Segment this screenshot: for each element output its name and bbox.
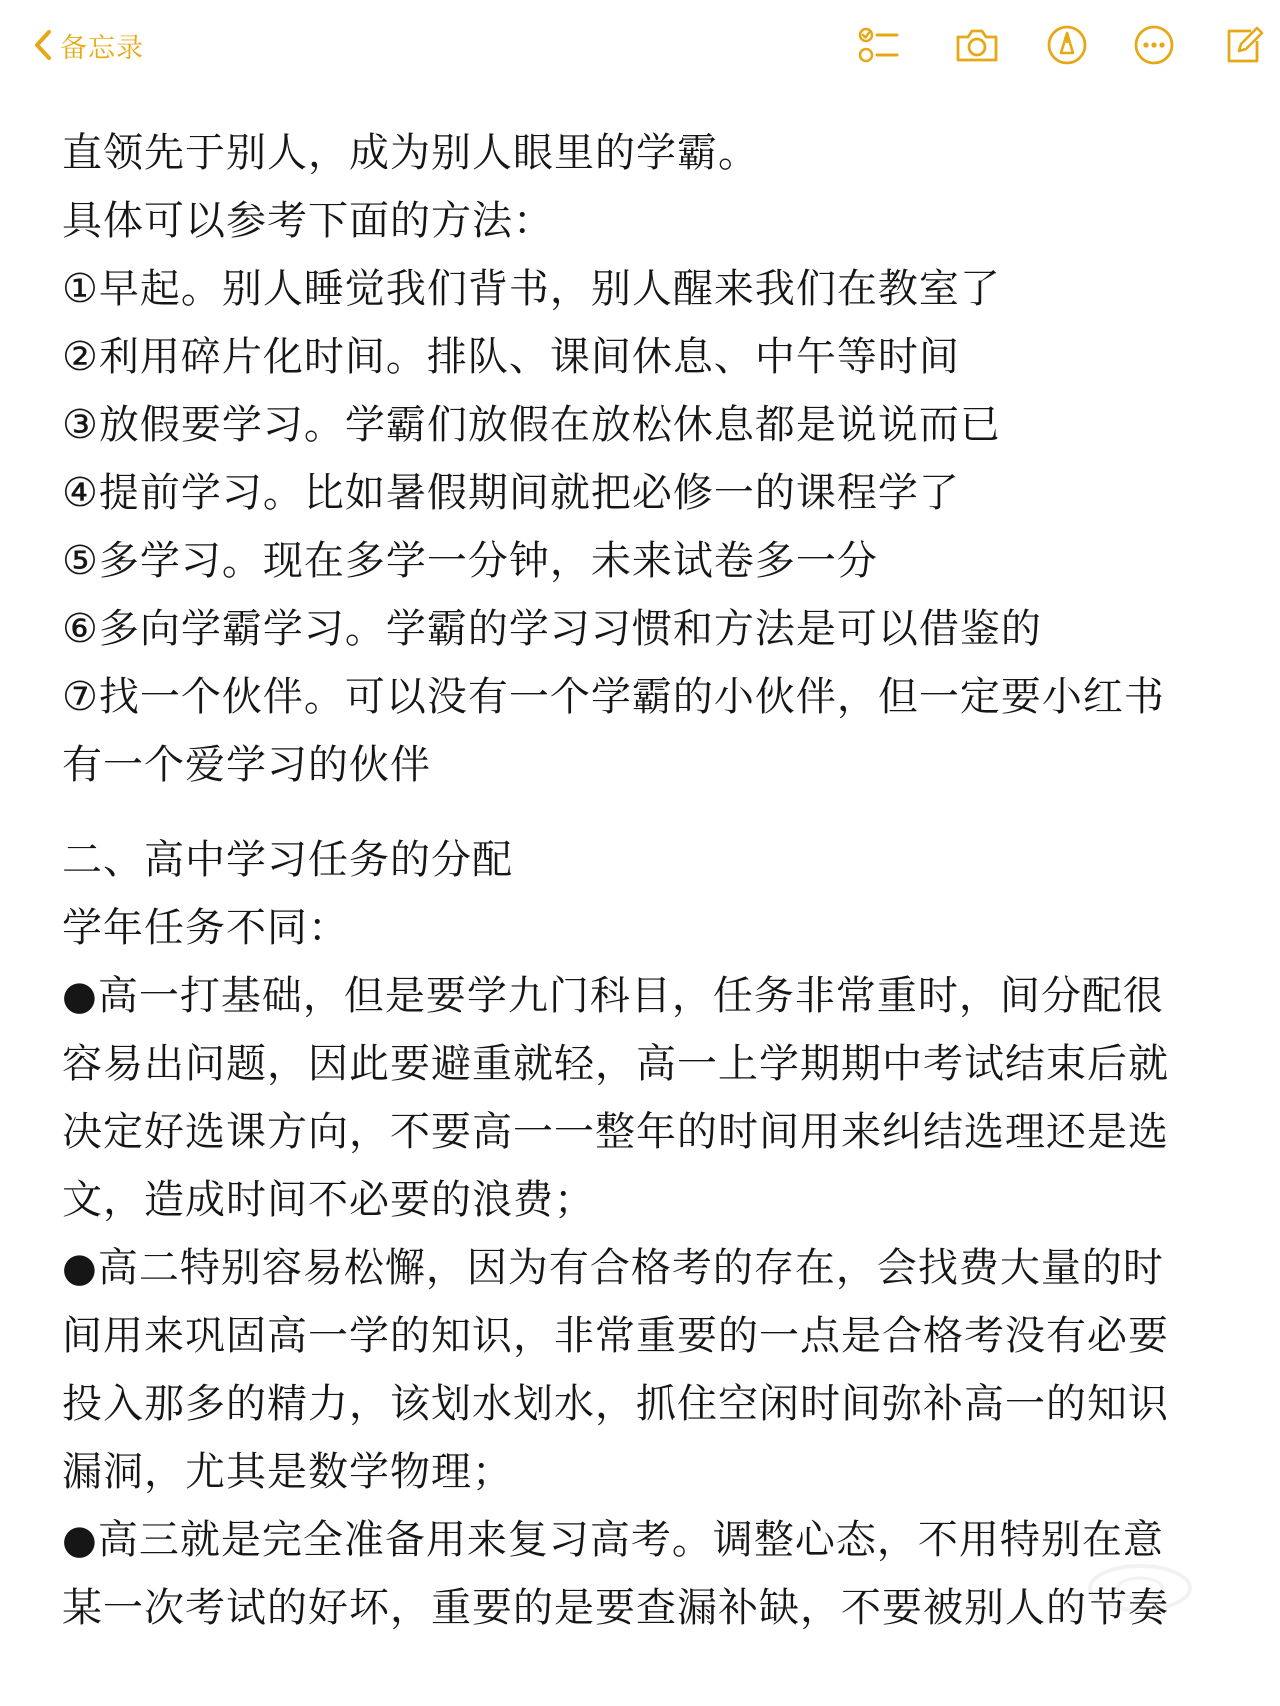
notes-toolbar [0,0,1280,96]
note-line: 学年任务不同： [62,905,349,951]
note-line: 文，造成时间不必要的浪费； [62,1177,595,1223]
note-line: 漏洞，尤其是数学物理； [62,1449,513,1495]
paragraph-gap [62,799,1242,826]
compose-icon[interactable] [1218,20,1268,70]
watermark-icon [1080,1558,1200,1618]
back-label: 备忘录 [60,32,144,64]
note-line: ●高二特别容易松懈，因为有合格考的存在，会找费大量的时 [62,1245,1164,1291]
note-line: ●高一打基础，但是要学九门科目，任务非常重时，间分配很 [62,973,1164,1019]
note-line: 投入那多的精力，该划水划水，抓住空闲时间弥补高一的知识 [62,1381,1169,1427]
camera-icon[interactable] [952,20,1002,70]
note-body[interactable] [62,119,1242,1642]
markup-pen-icon[interactable] [1042,20,1092,70]
note-line: 具体可以参考下面的方法： [62,198,554,244]
note-line: ●高三就是完全准备用来复习高考。调整心态，不用特别在意 [62,1517,1164,1563]
note-line: 间用来巩固高一学的知识，非常重要的一点是合格考没有必要 [62,1313,1169,1359]
note-line: 直领先于别人，成为别人眼里的学霸。 [62,130,759,176]
checklist-icon[interactable] [854,20,904,70]
note-line: ⑤多学习。现在多学一分钟，未来试卷多一分 [62,538,878,584]
more-ellipsis-icon[interactable] [1129,20,1179,70]
note-line: ④提前学习。比如暑假期间就把必修一的课程学了 [62,470,960,516]
note-line: ①早起。别人睡觉我们背书，别人醒来我们在教室了 [62,266,1001,312]
note-line: 容易出问题，因此要避重就轻，高一上学期期中考试结束后就 [62,1041,1169,1087]
note-line: ③放假要学习。学霸们放假在放松休息都是说说而已 [62,402,1001,448]
back-button[interactable] [30,22,144,68]
note-line: 有一个爱学习的伙伴 [62,742,431,788]
note-line: ②利用碎片化时间。排队、课间休息、中午等时间 [62,334,960,380]
chevron-left-icon [30,28,56,62]
note-line: ⑥多向学霸学习。学霸的学习习惯和方法是可以借鉴的 [62,606,1042,652]
section-heading: 二、高中学习任务的分配 [62,837,513,883]
note-line: 某一次考试的好坏，重要的是要查漏补缺，不要被别人的节奏 [62,1585,1169,1631]
note-line: 决定好选课方向，不要高一一整年的时间用来纠结选理还是选 [62,1109,1169,1155]
note-line: ⑦找一个伙伴。可以没有一个学霸的小伙伴，但一定要小红书 [62,674,1165,720]
